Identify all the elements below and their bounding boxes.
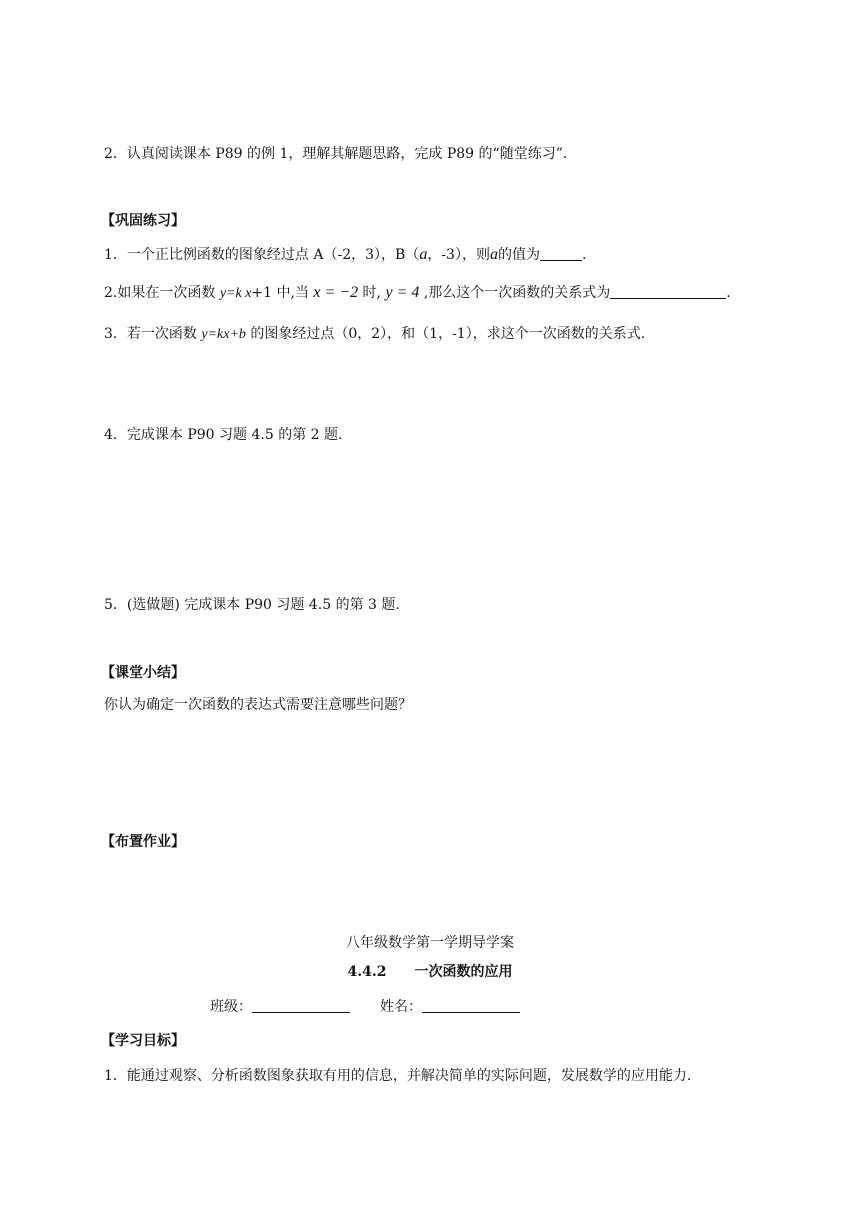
next-lesson-subtitle: 八年级数学第一学期导学案	[346, 935, 514, 951]
exercise-2-part4: ,那么这个一次函数的关系式为	[419, 285, 611, 301]
answer-blank-1[interactable]	[540, 246, 582, 261]
exercise-1-part1: 1．一个正比例函数的图象经过点 A（-2，3），B（	[104, 247, 420, 263]
exercise-1-part4: .	[581, 247, 587, 263]
exercise-4: 4．完成课本 P90 习题 4.5 的第 2 题.	[104, 427, 343, 443]
formula-ykxb: y=kx+b	[201, 327, 246, 342]
exercise-2-part3: 时,	[358, 285, 386, 301]
class-label: 班级：	[210, 999, 252, 1015]
exercise-1-part3: 的值为	[497, 247, 540, 263]
exercise-3-part1: 3．若一次函数	[104, 326, 202, 342]
section-heading-objectives: 【学习目标】	[101, 1033, 185, 1049]
exercise-1-part2: ，-3），则	[427, 247, 490, 263]
name-blank[interactable]	[422, 998, 520, 1013]
var-a: a	[419, 246, 428, 263]
condition-y: y = 4	[385, 284, 420, 301]
var-a-2: a	[489, 246, 498, 263]
answer-blank-2[interactable]	[610, 284, 726, 299]
exercise-5: 5．(选做题) 完成课本 P90 习题 4.5 的第 3 题.	[104, 597, 400, 613]
formula-ykx: y=k x	[219, 286, 252, 301]
exercise-2-part1: 2.如果在一次函数	[104, 285, 220, 301]
formula-plus1: +1	[251, 285, 273, 301]
question-2-text: 2．认真阅读课本 P89 的例 1，理解其解题思路，完成 P89 的“随堂练习”．	[104, 146, 577, 162]
section-heading-consolidate: 【巩固练习】	[101, 213, 185, 229]
name-label: 姓名：	[380, 999, 422, 1015]
exercise-3-part2: 的图象经过点（0，2），和（1，-1），求这个一次函数的关系式.	[245, 326, 646, 342]
next-lesson-title: 4.4.2 一次函数的应用	[347, 964, 513, 980]
exercise-3	[104, 325, 645, 344]
class-name-row	[210, 998, 520, 1016]
exercise-2-part2: 中,当	[272, 285, 314, 301]
class-blank[interactable]	[252, 998, 350, 1013]
exercise-2-part5: .	[726, 285, 731, 301]
objective-1: 1．能通过观察、分析函数图象获取有用的信息，并解决简单的实际问题，发展数学的应用能力.	[104, 1068, 692, 1084]
condition-x: x = −2	[313, 284, 359, 301]
exercise-1	[104, 246, 586, 264]
section-heading-homework: 【布置作业】	[101, 834, 185, 850]
exercise-2	[104, 284, 731, 303]
summary-question: 你认为确定一次函数的表达式需要注意哪些问题？	[104, 697, 412, 713]
section-heading-summary: 【课堂小结】	[101, 665, 185, 681]
